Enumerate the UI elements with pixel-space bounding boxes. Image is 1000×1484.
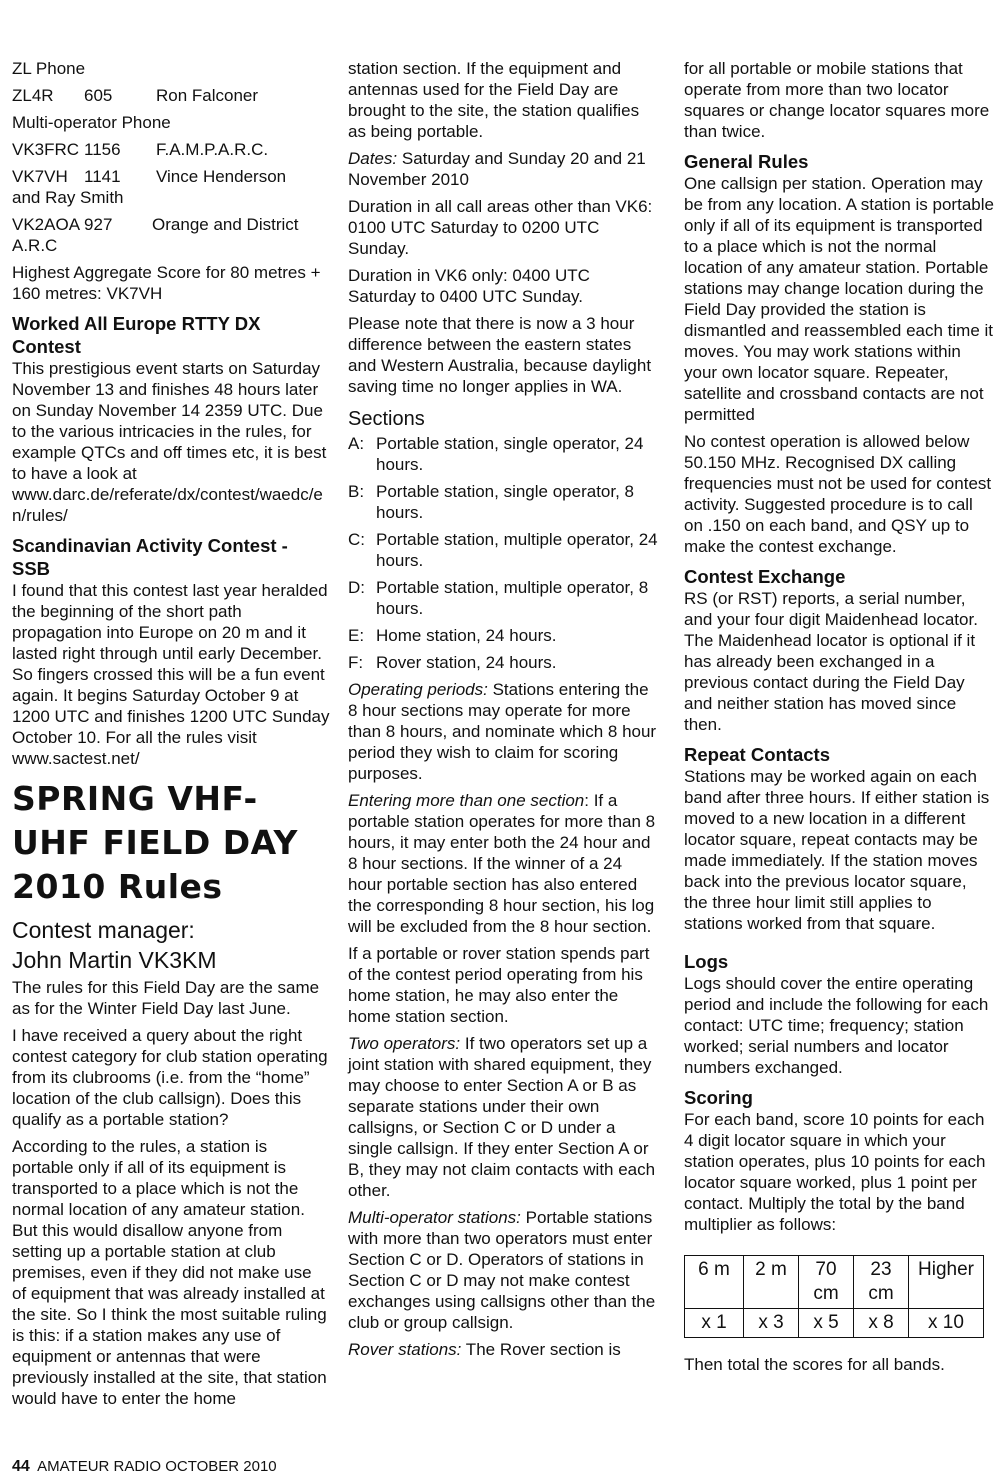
band-cell: 6 m (685, 1256, 744, 1309)
time-note: Please note that there is now a 3 hour difference between the eastern states and Western Australia, because daylight saving time no longer applies in WA. (348, 314, 652, 396)
column-2 (348, 58, 660, 1366)
operating-periods (348, 679, 660, 784)
section-text: Home station, 24 hours. (376, 626, 557, 645)
score: 1156 (84, 140, 121, 159)
paragraph: The rules for this Field Day are the same as for the Winter Field Day last June. (12, 978, 320, 1018)
section-letter: D: (348, 578, 365, 597)
callsign: VK3FRC (12, 140, 80, 159)
section-item (348, 481, 660, 523)
inline-text: Portable stations with more than two operators must enter Section C or D. Operators of stations in Section C or D may not make contest exchanges using callsigns other than the club or group callsign. (348, 1208, 656, 1332)
column-3 (684, 58, 994, 1381)
magazine-issue: AMATEUR RADIO OCTOBER 2010 (37, 1458, 277, 1475)
sac-heading: Scandinavian Activity Contest - SSB (12, 535, 288, 579)
band-cell: 70 cm (799, 1256, 854, 1309)
zl-phone-heading: ZL Phone (12, 59, 86, 78)
section-text: Portable station, single operator, 8 hours. (376, 482, 634, 522)
dates (348, 148, 660, 190)
duration-other: Duration in all call areas other than VK6: 0100 UTC Saturday to 0200 UTC Sunday. (348, 197, 653, 258)
repeat-heading: Repeat Contacts (684, 744, 830, 765)
score: 1141 (84, 167, 121, 186)
multiplier-row (685, 1309, 984, 1338)
inline-text: If two operators set up a joint station with shared equipment, they may choose to enter Section A or B as separate stations under their own callsigns, or Section C or D under a single callsign. If they enter Section A or B, they may not claim contacts with each other. (348, 1034, 656, 1200)
score: 605 (84, 86, 113, 105)
operator-name: Orange and District (152, 215, 299, 234)
section-item (348, 577, 660, 619)
band-cell: 2 m (744, 1256, 799, 1309)
section-item (348, 625, 660, 646)
multiplier-table (684, 1255, 984, 1338)
multiplier-cell: x 3 (744, 1309, 799, 1338)
inline-label: Operating periods: (348, 680, 488, 699)
manager-name: John Martin VK3KM (12, 947, 217, 973)
page-number: 44 (12, 1458, 30, 1475)
inline-label: Entering more than one section (348, 791, 585, 810)
score: 927 (84, 215, 113, 234)
wae-heading: Worked All Europe RTTY DX Contest (12, 313, 261, 357)
section-text: Portable station, multiple operator, 8 hours. (376, 578, 649, 618)
multiplier-cell: x 10 (909, 1309, 984, 1338)
callsign: VK7VH (12, 167, 68, 186)
duration-vk6: Duration in VK6 only: 0400 UTC Saturday to 0400 UTC Sunday. (348, 266, 590, 306)
highest-score: Highest Aggregate Score for 80 metres + 160 metres: VK7VH (12, 263, 321, 303)
section-letter: F: (348, 653, 364, 672)
band-row (685, 1256, 984, 1309)
paragraph: I have received a query about the right contest category for club station operating from its clubrooms (i.e. from the “home” location of the club callsign). Does this qualify as a portable station? (12, 1026, 328, 1129)
sections-list (348, 433, 660, 673)
result-row (12, 214, 330, 256)
total-note: Then total the scores for all bands. (684, 1355, 945, 1374)
frequency-rules: No contest operation is allowed below 50.150 MHz. Recognised DX calling frequencies must not be used for contest activity. Suggested procedure is to call on .150 on each band, and QSY up to make the contest exchange. (684, 432, 992, 556)
paragraph: station section. If the equipment and antennas used for the Field Day are brought to the site, the station qualifies as being portable. (348, 59, 640, 141)
section-text: Portable station, single operator, 24 hours. (376, 434, 644, 474)
inline-text: Stations entering the 8 hour sections may operate for more than 8 hours, and nominate which 8 hour period they wish to claim for scoring purposes. (348, 680, 657, 783)
result-row (12, 139, 330, 160)
exchange-text: RS (or RST) reports, a serial number, and your four digit Maidenhead locator. The Maidenhead locator is optional if it has already been exchanged in a previous contact during the Field Day and neither station has moved since then. (684, 589, 978, 734)
paragraph: for all portable or mobile stations that operate from more than two locator squares or change locator squares more than twice. (684, 59, 990, 141)
section-item (348, 529, 660, 571)
article-title: SPRING VHF-UHF FIELD DAY 2010 Rules (12, 779, 298, 906)
multi-phone-heading: Multi-operator Phone (12, 113, 171, 132)
section-text: Rover station, 24 hours. (376, 653, 557, 672)
inline-label: Two operators: (348, 1034, 461, 1053)
band-cell: 23 cm (854, 1256, 909, 1309)
operator-name: Vince Henderson (156, 167, 287, 186)
exchange-heading: Contest Exchange (684, 566, 846, 587)
general-rules-heading: General Rules (684, 151, 809, 172)
rover-stations (348, 1339, 660, 1360)
inline-label: Multi-operator stations: (348, 1208, 521, 1227)
general-rules-text: One callsign per station. Operation may be from any location. A station is portable only if all of its equipment is transported to a place which is not the normal location of any amateur station. Portable stations may change location during the Field Day provided the station is dismantled and reassembled each time it moves. You may work stations within your own locator square. Repeater, satellite and crossband contacts are not permitted (684, 174, 994, 424)
section-letter: E: (348, 626, 365, 645)
callsign: ZL4R (12, 86, 54, 105)
sections-heading: Sections (348, 408, 425, 430)
operator-name-cont: and Ray Smith (12, 188, 124, 207)
two-operators (348, 1033, 660, 1201)
logs-text: Logs should cover the entire operating period and include the following for each contact: UTC time; frequency; station worked; serial numbers and locator numbers exchanged. (684, 974, 989, 1077)
section-item (348, 433, 660, 475)
multiplier-cell: x 8 (854, 1309, 909, 1338)
column-1 (12, 58, 330, 1415)
band-cell: Higher (909, 1256, 984, 1309)
multi-operator (348, 1207, 660, 1333)
result-row (12, 166, 330, 208)
page-footer (12, 1458, 277, 1476)
section-item (348, 652, 660, 673)
sac-text: I found that this contest last year heralded the beginning of the short path propagation into Europe on 20 m and it lasted right through until early December. So fingers crossed this will be a fun event again. It begins Saturday October 9 at 1200 UTC and finishes 1200 UTC Sunday October 10. For all the rules visit www.sactest.net/ (12, 581, 330, 768)
wae-text: This prestigious event starts on Saturday November 13 and finishes 48 hours later on Sunday November 14 2359 UTC. Due to the various intricacies in the rules, for example QTCs and off times etc, it is best to have a look at www.darc.de/referate/dx/contest/waedc/en/rules/ (12, 359, 327, 525)
inline-label: Rover stations: (348, 1340, 462, 1359)
inline-text: : If a portable station operates for more than 8 hours, it may enter both the 24 hour and 8 hour sections. If the winner of a 24 hour portable section has also entered the corresponding 8 hour section, his log will be excluded from the 8 hour section. (348, 791, 656, 936)
operator-name: Ron Falconer (156, 86, 259, 105)
section-letter: B: (348, 482, 365, 501)
operator-name-cont: A.R.C (12, 236, 58, 255)
dates-text: Saturday and Sunday 20 and 21 November 2010 (348, 149, 646, 189)
scoring-text: For each band, score 10 points for each 4 digit locator square in which your station operates, plus 10 points for each locator square worked, plus 1 point per contact. Multiply the total by the band multiplier as follows: (684, 1110, 986, 1234)
multiplier-cell: x 5 (799, 1309, 854, 1338)
multiplier-cell: x 1 (685, 1309, 744, 1338)
repeat-text: Stations may be worked again on each band after three hours. If either station is moved to a new location in a different locator square, repeat contacts may be made immediately. If the station moves back into the previous locator square, the three hour limit still applies to stations worked from that square. (684, 767, 990, 933)
operator-name: F.A.M.P.A.R.C. (156, 140, 269, 159)
dates-label: Dates: (348, 149, 398, 168)
section-letter: C: (348, 530, 365, 549)
paragraph: According to the rules, a station is portable only if all of its equipment is transported to a place which is not the normal location of any amateur station. But this would disallow anyone from setting up a portable station at club premises, even if they did not make use of equipment that was already installed at the site. So I think the most suitable ruling is this: if a station makes any use of equipment or antennas that were previously installed at the site, that station would have to enter the home (12, 1137, 327, 1408)
inline-text: The Rover section is (461, 1340, 621, 1359)
callsign: VK2AOA (12, 215, 81, 234)
paragraph: If a portable or rover station spends part of the contest period operating from his home station, he may also enter the home station section. (348, 944, 650, 1026)
section-letter: A: (348, 434, 365, 453)
section-text: Portable station, multiple operator, 24 hours. (376, 530, 658, 570)
logs-heading: Logs (684, 951, 729, 972)
entering-sections (348, 790, 660, 937)
manager-label: Contest manager: (12, 917, 195, 943)
scoring-heading: Scoring (684, 1087, 753, 1108)
result-row (12, 85, 330, 106)
